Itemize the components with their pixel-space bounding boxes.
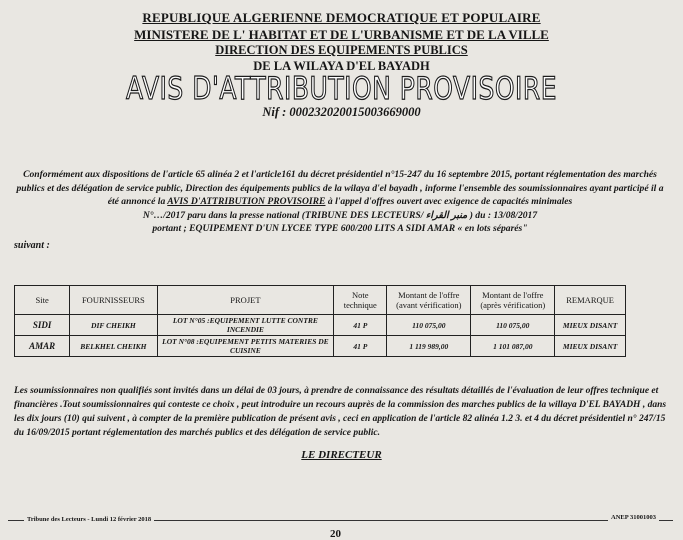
col-projet: PROJET (157, 286, 334, 315)
fournisseur-cell: BELKHEL CHEIKH (70, 336, 157, 357)
site-cell-amar: AMAR (15, 336, 70, 357)
projet-cell: LOT N°08 :EQUIPEMENT PETITS MATERIES DE CUISINE (157, 336, 334, 357)
col-remarque: REMARQUE (555, 286, 626, 315)
table-header-row (15, 286, 626, 315)
header-direction: DIRECTION DES EQUIPEMENTS PUBLICS (215, 43, 468, 57)
montant-apres-cell: 1 101 087,00 (471, 336, 555, 357)
suivant-label: suivant : (14, 240, 50, 251)
projet-cell: LOT N°05 :EQUIPEMENT LUTTE CONTRE INCENDIE (157, 315, 334, 336)
col-montant-avant: Montant de l'offre (avant vérification) (387, 286, 471, 315)
footer-publication: Tribune des Lecteurs - Lundi 12 février 2018 (24, 516, 154, 523)
note-cell: 41 P (334, 336, 387, 357)
intro-paragraph (14, 168, 666, 236)
table-row (15, 336, 626, 357)
header-wilaya: DE LA WILAYA D'EL BAYADH (253, 59, 430, 73)
attribution-table (14, 285, 626, 357)
footer-anep-code: ANEP 31001003 (608, 514, 659, 521)
intro-publication: N°…/2017 paru dans la presse national (TRIBUNE DES LECTEURS/ منبر القراء ) du : 13/08/2017 (142, 209, 538, 221)
col-montant-apres: Montant de l'offre (après vérification) (471, 286, 555, 315)
intro-text: Conformément aux dispositions de l'article 65 alinéa 2 et l'article161 du décret présidentiel n°15-247 du 16 septembre 2015, portant réglementation des marchés publics et des délégation de service public, Direction des équipements publics de la wilaya d'el bayadh , informe l'ensemble des soumissionnaires ayant participé il a été annoncé la (16, 169, 664, 207)
montant-avant-cell: 110 075,00 (387, 315, 471, 336)
header-republic: REPUBLIQUE ALGERIENNE DEMOCRATIQUE ET POPULAIRE (142, 10, 541, 25)
col-fournisseurs: FOURNISSEURS (70, 286, 157, 315)
table-row (15, 315, 626, 336)
site-cell-sidi: SIDI (15, 315, 70, 336)
nif-number: Nif : 000232020015003669000 (262, 105, 421, 119)
outro-paragraph: Les soumissionnaires non qualifiés sont invités dans un délai de 03 jours, à prendre de connaissance des résultats détaillés de l'évaluation de leur offres technique et financières .Tout soumissionnaires qui conteste ce choix , peut introduire un recours auprès de la commission des marches publics de la willaya D'EL BAYADH , dans les dix jours (10) qui suivent , à compter de la première publication de présent avis , ceci en application de l'article 82 alinéa 1.2 3. et 4 du décret présidentiel n° 247/15 du 16/09/2015 portant réglementation des marchés publics et des délégation de service public. (14, 386, 667, 438)
intro-notice-reference: AVIS D'ATTRIBUTION PROVISOIRE (167, 196, 326, 207)
montant-avant-cell: 1 119 989,00 (387, 336, 471, 357)
note-cell: 41 P (334, 315, 387, 336)
col-site: Site (15, 286, 70, 315)
intro-subject: portant ; EQUIPEMENT D'UN LYCEE TYPE 600/200 LITS A SIDI AMAR « en lots séparés" (152, 223, 528, 234)
col-note: Note technique (334, 286, 387, 315)
header-ministry: MINISTERE DE L' HABITAT ET DE L'URBANISME ET DE LA VILLE (134, 27, 549, 42)
remarque-cell: MIEUX DISANT (555, 315, 626, 336)
intro-text-end: à l'appel d'offres ouvert avec exigence de capacités minimales (327, 196, 573, 207)
remarque-cell: MIEUX DISANT (555, 336, 626, 357)
montant-apres-cell: 110 075,00 (471, 315, 555, 336)
notice-title: AVIS D'ATTRIBUTION PROVISOIRE (125, 70, 558, 107)
signature: LE DIRECTEUR (301, 449, 382, 461)
fournisseur-cell: DIF CHEIKH (70, 315, 157, 336)
page-number: 20 (330, 528, 341, 540)
